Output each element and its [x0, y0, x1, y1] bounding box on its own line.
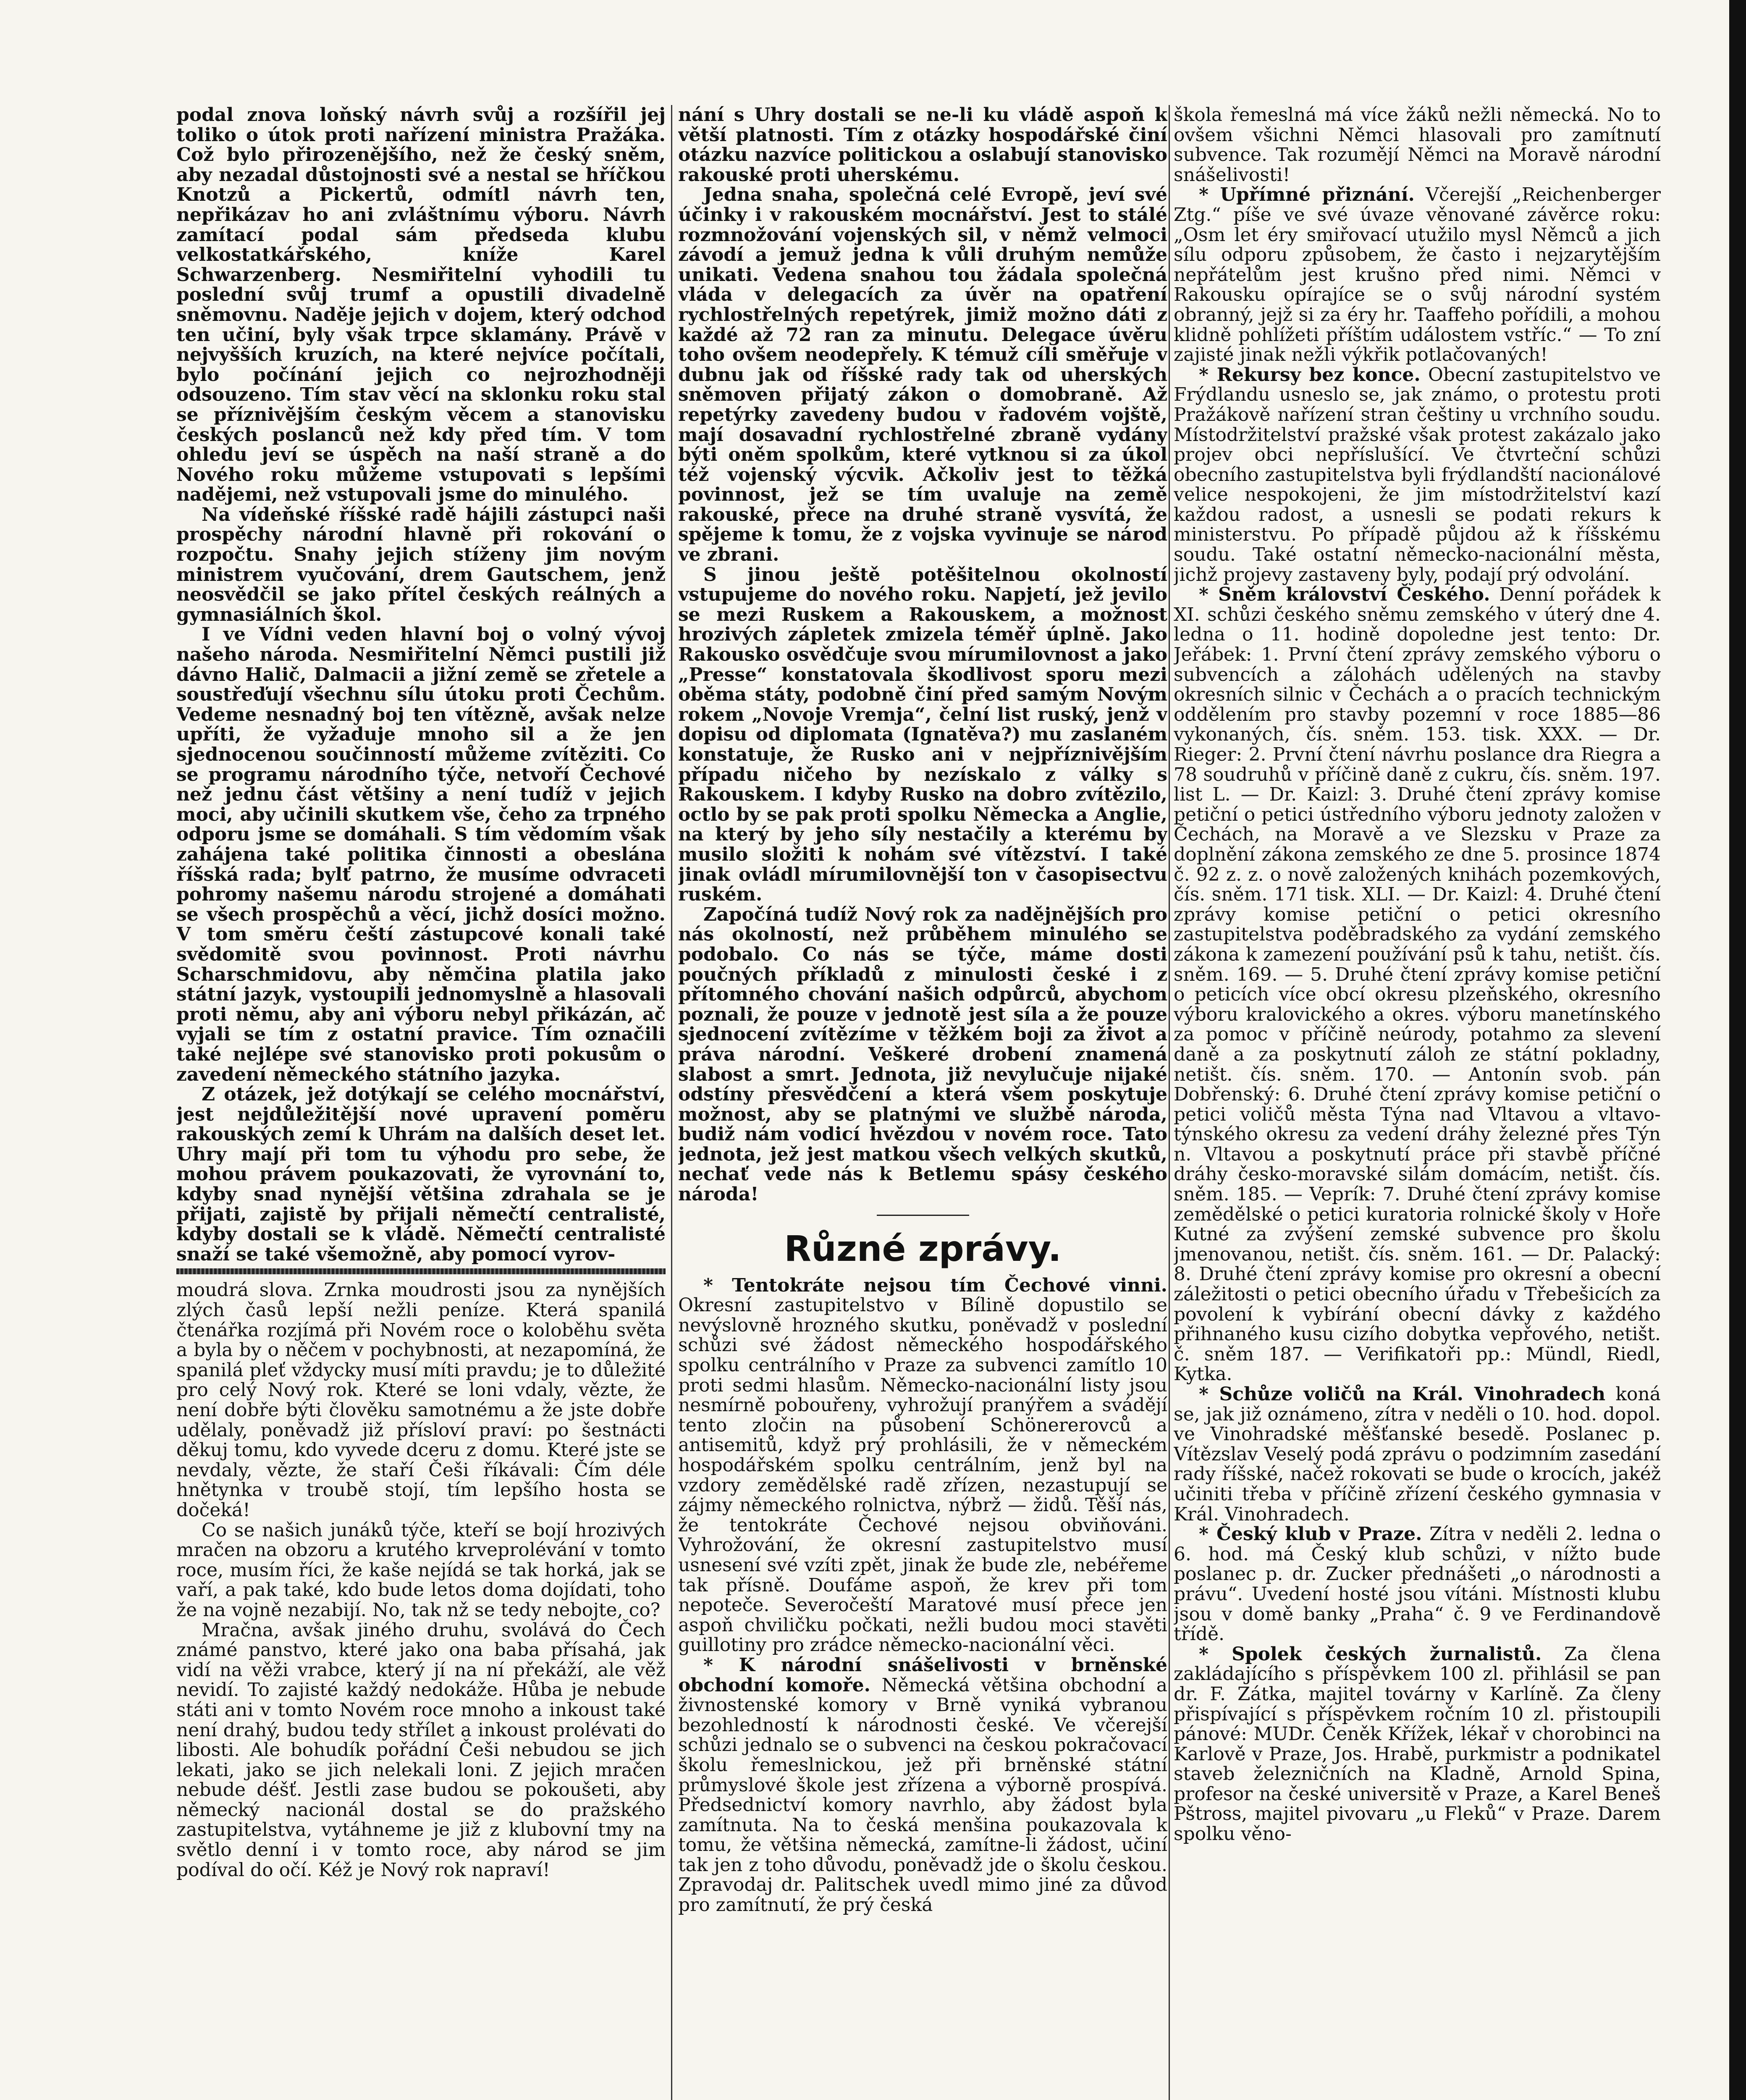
news-item — [1174, 585, 1661, 1384]
news-body: Německá většina obchodní a živnostenské komory v Brně vyniká vybranou bezohledností k národnosti české. Ve včerejší schůzi jednalo se o subvenci na českou pokračovací školu řemeslnickou, jež při brněnské státní průmyslové škole jest zřízena a výborně prospívá. Předsednictví komory navrhlo, aby žádost byla zamítnuta. Na to česká menšina poukazovala k tomu, že většina německá, zamítne-li žádost, učiní tak jen z toho důvodu, poněvadž jde o školu českou. Zpravodaj dr. Palitschek uvedl mimo jiné za důvod pro zamítnutí, že prý česká — [678, 1674, 1167, 1916]
article-paragraph: Na vídeňské říšské radě hájili zástupci naši prospěchy národní hlavně při rokování o rozpočtu. Snahy jejich stíženy jim novým ministrem vyučování, drem Gautschem, jenž neosvědčil se jako přítel českých reálných a gymnasiálních škol. — [176, 504, 666, 625]
article-paragraph: I ve Vídni veden hlavní boj o volný vývoj našeho národa. Nesmiřitelní Němci pustili již dávno Halič, Dalmacii a jižní země se zřetele a soustřeďují všechnu sílu útoku proti Čechům. Vedeme nesnadný boj ten vítězně, avšak nelze upříti, že vyžaduje mnoho sil a že jen sjednocenou součinností můžeme zvítěziti. Co se programu národního týče, netvoří Čechové než jednu část většiny a není tudíž v jejich moci, aby učinili skutkem vše, čeho za trpného odporu jsme se domáhali. S tím vědomím však zahájena také politika činnosti a obeslána říšská rada; bylť patrno, že musíme odvraceti pohromy našemu národu strojené a domáhati se všech prospěchů a věcí, jichž dosíci možno. V tom směru čeští zástupcové konali také svědomitě svou povinnost. Proti návrhu Scharschmidovu, aby němčina platila jako státní jazyk, vystoupili jednomyslně a hlasovali proti němu, aby ani výboru nebyl přikázán, ač vyjali se tím z ostatní pravice. Tím označili také nejlépe své stanovisko proti pokusům o zavedení německého státního jazyka. — [176, 624, 666, 1085]
news-item — [1174, 1384, 1661, 1524]
news-item — [678, 1276, 1167, 1655]
news-headline: * Český klub v Praze. — [1199, 1523, 1422, 1545]
feuilleton-divider — [176, 1268, 666, 1274]
news-body: koná se, jak již oznámeno, zítra v neděli o 10. hod. dopol. ve Vinohradské měšťanské besedě. Poslanec p. Vítězslav Veselý podá zprávu o podzimním zasedání rady říšské, načež rokovati se bude o krocích, jakéž učiniti třeba v příčině zřízení českého gymnasia v Král. Vinohradech. — [1174, 1383, 1661, 1525]
article-paragraph: nání s Uhry dostali se ne-li ku vládě aspoň k větší platnosti. Tím z otázky hospodářské činí otázku nazvíce politickou a oslabují stanovisko rakouské proti uherskému. — [678, 105, 1167, 186]
page-edge — [1729, 0, 1746, 2100]
column-1 — [176, 105, 666, 2100]
feuilleton-paragraph: Mračna, avšak jiného druhu, svolává do Čech známé panstvo, které jako ona baba přísahá, jak vidí na věži vrabce, který jí na ní překáží, ale věž nevidí. To zajisté každý nedokáže. Hůba je nebude státi ani v tomto Novém roce mnoho a inkoust také není drahý, budou tedy střílet a inkoust prolévati do libosti. Ale bohudík pořádní Češi nebudou se jich lekati, jako se jich nelekali loni. Z jejich mračen nebude déšť. Jestli zase budou se pokoušeti, aby německý nacionál dostal se do pražského zastupitelstva, vytáhneme je již z klubovní tmy na světlo denní i v tomto roce, aby národ se jim podíval do očí. Kéž je Nový rok napraví! — [176, 1619, 666, 1881]
news-headline: * Sněm království Českého. — [1199, 584, 1490, 606]
news-body: Za člena zakládajícího s příspěvkem 100 zl. přihlásil se pan dr. F. Zátka, majitel továrny v Karlíně. Za členy přispívající s příspěvkem ročním 10 zl. přistoupili pánové: MUDr. Čeněk Křížek, lékař v chorobinci na Karlově v Praze, Jos. Hrabě, purkmistr a podnikatel staveb železničních na Kladně, Arnold Spina, profesor na české universitě v Praze, a Karel Beneš Pštross, majitel pivovaru „u Fleků“ v Praze. Darem spolku věno- — [1174, 1643, 1661, 1845]
news-body: Okresní zastupitelstvo v Bílině dopustilo se nevýslovně hrozného skutku, poněvadž v poslední schůzi své žádost německého hospodářského spolku centrálního v Praze za subvenci zamítlo 10 proti sedmi hlasům. Německo-nacionální listy jsou nesmírně pobouřeny, vyhrožují pranýřem a svádějí tento zločin na působení Schönererovců a antisemitů, když prý prohlásili, že v německém hospodářském spolku centrálním, jenž byl na vzdory zemědělské radě zřízen, nezastupují se zájmy německého rolnictva, nýbrž — židů. Těší nás, že tentokráte Čechové nejsou obviňováni. Vyhrožování, že okresní zastupitelstvo musí usnesení své vzíti zpět, jinak že bude zle, nebéřeme tak přísně. Doufáme aspoň, že krev při tom nepoteče. Severočeští Maratové musí přece jen aspoň chviličku počkati, nežli budou moci stavěti guillotiny pro zrádce německo-nacionální věci. — [678, 1294, 1167, 1656]
news-headline: * Tentokráte nejsou tím Čechové vinni. — [703, 1274, 1167, 1296]
column-divider — [1169, 105, 1170, 2100]
column-divider — [671, 105, 672, 2100]
feuilleton-paragraph: Co se našich junáků týče, kteří se bojí hrozivých mračen na obzoru a krutého krveprolévání v tomto roce, musím říci, že kaše nejídá se tak horká, jak se vaří, a pak také, kdo bude letos doma dojídati, toho že na vojně nezabijí. No, tak nž se tedy nebojte, co? — [176, 1519, 666, 1621]
news-body: Včerejší „Reichenberger Ztg.“ píše ve své úvaze věnované závěrce roku: „Osm let éry smiřovací utužilo mysl Němců a jich sílu odporu způsobem, že často i nejzarytějším nepřátelům jest krušno před nimi. Němci v Rakousku opírajíce se o svůj národní systém obranný, jejž si za éry hr. Taaffeho pořídili, a mohou klidně pohlížeti příštím událostem vstříc.“ — To zní zajisté jinak nežli výkřik potlačovaných! — [1174, 184, 1661, 366]
news-headline: * Upřímné přiznání. — [1199, 184, 1415, 206]
section-divider — [877, 1215, 969, 1216]
news-item — [1174, 365, 1661, 585]
column-2 — [678, 105, 1167, 2100]
news-continuation: škola řemeslná má více žáků nežli německá. No to ovšem všichni Němci hlasovali pro zamítnutí subvence. Tak rozumějí Němci na Moravě národní snášelivosti! — [1174, 105, 1661, 186]
news-headline: * Schůze voličů na Král. Vinohradech — [1199, 1383, 1606, 1405]
news-headline: * Rekursy bez konce. — [1199, 364, 1421, 386]
news-item — [1174, 185, 1661, 365]
news-body: Zítra v neděli 2. ledna o 6. hod. má Český klub schůzi, v nížto bude poslanec p. dr. Zucker přednášeti „o národnosti a právu“. Uvedení hosté jsou vítáni. Místnosti klubu jsou v domě banky „Praha“ č. 9 ve Ferdinandově třídě. — [1174, 1523, 1661, 1645]
news-headline: * Spolek českých žurnalistů. — [1199, 1643, 1542, 1665]
article-paragraph: Jedna snaha, společná celé Evropě, jeví své účinky i v rakouském mocnářství. Jest to stálé rozmnožování vojenských sil, v němž velmoci závodí a jemuž jedna k vůli druhým nemůže unikati. Vedena snahou tou žádala společná vláda v delegacích za úvěr na opatření rychlostřelných repetýrek, jimiž možno dáti z každé až 72 ran za minutu. Delegace úvěru toho ovšem neodepřely. K témuž cíli směřuje v dubnu jak od říšské rady tak od uherských sněmoven přijatý zákon o domobraně. Až repetýrky zavedeny budou v řadovém vojště, mají dosavadní rychlostřelné zbraně vydány býti oněm spolkům, které vytknou si za úkol též vojenský výcvik. Ačkoliv jest to těžká povinnost, jež se tím uvaluje na země rakouské, přece na druhé straně vysvítá, že spějeme k tomu, že z vojska vyvinuje se národ ve zbrani. — [678, 184, 1167, 566]
article-paragraph: S jinou ještě potěšitelnou okolností vstupujeme do nového roku. Napjetí, jež jevilo se mezi Ruskem a Rakouskem, a možnost hrozivých zápletek zmizela téměř úplně. Jako Rakousko osvědčuje svou mírumilovnost a jako „Presse“ konstatovala škodlivost sporu mezi oběma státy, podobně činí před samým Novým rokem „Novoje Vremja“, čelní list ruský, jenž v dopisu od diplomata (Ignatěva?) mu zaslaném konstatuje, že Rusko ani v nejpříznivějším případu ničeho by nezískalo z války s Rakouskem. I kdyby Rusko na dobro zvítězilo, octlo by se pak proti spolku Německa a Anglie, na který by jeho síly nestačily a kterému by musilo složiti k nohám své vítězství. I také jinak ovládl mírumilovnější ton v časopisectvu ruském. — [678, 564, 1167, 906]
article-paragraph: Započíná tudíž Nový rok za nadějnějších pro nás okolností, než průběhem minulého se podobalo. Co nás se týče, máme dosti poučných příkladů z minulosti české i z přítomného chování našich odpůrců, abychom poznali, že pouze v jednotě jest síla a že pouze sjednocení zvítězíme v těžkém boji za život a práva národní. Veškeré drobení znamená slabost a smrt. Jednota, již nevylučuje nijaké odstíny přesvědčení a která všem poskytuje možnost, aby se platnými ve službě národa, budiž nám vodicí hvězdou v novém roce. Tato jednota, jež jest matkou všech velkých skutků, nechať vede nás k Betlemu spásy českého národa! — [678, 903, 1167, 1205]
news-body: Denní pořádek k XI. schůzi českého sněmu zemského v úterý dne 4. ledna o 11. hodině dopoledne jest tento: Dr. Jeřábek: 1. První čtení zprávy zemského výboru o subvencích a zálohách udělených na stavby okresních silnic v Čechách a o pracích technickým oddělením pro stavby pozemní v roce 1885—86 vykonaných, čís. sněm. 153. tisk. XXX. — Dr. Rieger: 2. První čtení návrhu poslance dra Riegra a 78 soudruhů v příčině daně z cukru, čís. sněm. 197. list L. — Dr. Kaizl: 3. Druhé čtení zprávy komise petiční o petici ústředního výboru jednoty založen v Čechách, na Moravě a ve Slezsku v Praze za doplnění zákona zemského ze dne 5. prosince 1874 č. 92 z. z. o nově založených knihách pozemkových, čís. sněm. 171 tisk. XLI. — Dr. Kaizl: 4. Druhé čtení zprávy komise petiční o petici okresního zastupitelstva poděbradského za vydání zemského zákona k zamezení používání psů k tahu, netišt. čís. sněm. 169. — 5. Druhé čtení zprávy komise petiční o peticích více obcí okresu plzeňského, okresního výboru kralovického a okres. výboru manetínského za pomoc v příčině neúrody, potahmo za slevení daně a za poskytnutí záloh ze státní pokladny, netišt. čís. sněm. 170. — Antonín svob. pán Dobřenský: 6. Druhé čtení zprávy komise petiční o petici voličů města Týna nad Vltavou a vltavo-týnského okresu za vedení dráhy železné přes Týn n. Vltavou a poskytnutí práce při stavbě příčné dráhy česko-moravské silám domácím, netišt. čís. sněm. 185. — Veprík: 7. Druhé čtení zprávy komise zemědělské o petici kuratoria rolnické školy v Hoře Kutné za zvýšení zemské subvence pro školu jmenovanou, netišt. čís. sněm. 161. — Dr. Palacký: 8. Druhé čtení zprávy komise pro okresní a obecní záležitosti o petici obecního úřadu v Třebešicích za povolení k vybírání obecní dávky z každého přihnaného kusu cizího dobytka vepřového, netišt. č. sněm 187. — Verifikatoři pp.: Mündl, Riedl, Kytka. — [1174, 584, 1661, 1385]
section-title: Různé zprávy. — [784, 1228, 1062, 1269]
article-paragraph: podal znova loňský návrh svůj a rozšířil jej tolikо o útok proti nařízení ministra Pražáka. Což bylo přirozenějšího, než že český sněm, aby nezadal důstojnosti své a nestal se hříčkou Knotzů a Pickertů, odmítl návrh ten, nepřikázav ho ani zvláštnímu výboru. Návrh zamítací podal sám předseda klubu velkostatkářského, kníže Karel Schwarzenberg. Nesmiřitelní vyhodili tu poslední svůj trumf a opustili divadelně sněmovnu. Naděje jejich v dojem, který odchod ten učiní, byly však trpce sklamány. Právě v nejvyšších kruzích, na které nejvíce počítali, bylo počínání jejich co nejrozhodněji odsouzeno. Tím stav věcí na sklonku roku stal se příznivějším českým věcem a stanovisku českých poslanců než kdy před tím. V tom ohledu jeví se úspěch na naší straně a do Nového roku můžeme vstupovati s lepšími nadějemi, než vstupovali jsme do minulého. — [176, 105, 666, 506]
column-3 — [1174, 105, 1661, 2100]
news-body: Obecní zastupitelstvo ve Frýdlandu usneslo se, jak známo, o protestu proti Pražákově nařízení stran češtiny u vrchního soudu. Místodržitelství pražské však protest zakázalo jako projev obci nepříslušící. Ve čtvrteční schůzi obecního zastupitelstva byli frýdlandští nacionálové velice nespokojeni, že jim místodržitelství kazí každou radost, a usnesli se podati rekurs k ministerstvu. Po případě půjdou až k říšskému soudu. Také ostatní německo-nacionální města, jichž projevy zastaveny byly, podají prý odvolání. — [1174, 364, 1661, 585]
news-item — [1174, 1644, 1661, 1844]
news-headline: * K národní snášelivosti v brněnské obchodní komoře. — [678, 1654, 1167, 1696]
article-paragraph: Z otázek, jež dotýkají se celého mocnářství, jest nejdůležitější nové upravení poměru rakouských zemí k Uhrám na dalších deset let. Uhry mají při tom tu výhodu pro sebe, že mohou právem poukazovati, že vyrovnání to, kdyby snad nynější většina zdrahala se je přijati, zajistě by přijali němečtí centralisté, kdyby dostali se k vládě. Němečtí centralisté snaží se také všemožně, aby pomocí vyrov- — [176, 1084, 666, 1265]
news-item — [678, 1655, 1167, 1915]
feuilleton-paragraph: moudrá slova. Zrnka moudrosti jsou za nynějších zlých časů lepší nežli peníze. Která spanilá čtenářka rozjímá při Novém roce o koloběhu světa a byla by o něčem v pochybnosti, at nezapomíná, že spanilá pleť vždycky musí míti pravdu; je to důležité pro celý Nový rok. Které se loni vdaly, vězte, že není dobře býti člověku samotnému a že jste dobře udělaly, poněvadž již přísloví praví: po šestnácti děkuj tomu, kdo vyvede dceru z domu. Které jste se nevdaly, vězte, že staří Češi říkávali: Čím déle hnětynka v troubě stojí, tím lepšího hosta se dočeká! — [176, 1279, 666, 1521]
news-item — [1174, 1524, 1661, 1644]
